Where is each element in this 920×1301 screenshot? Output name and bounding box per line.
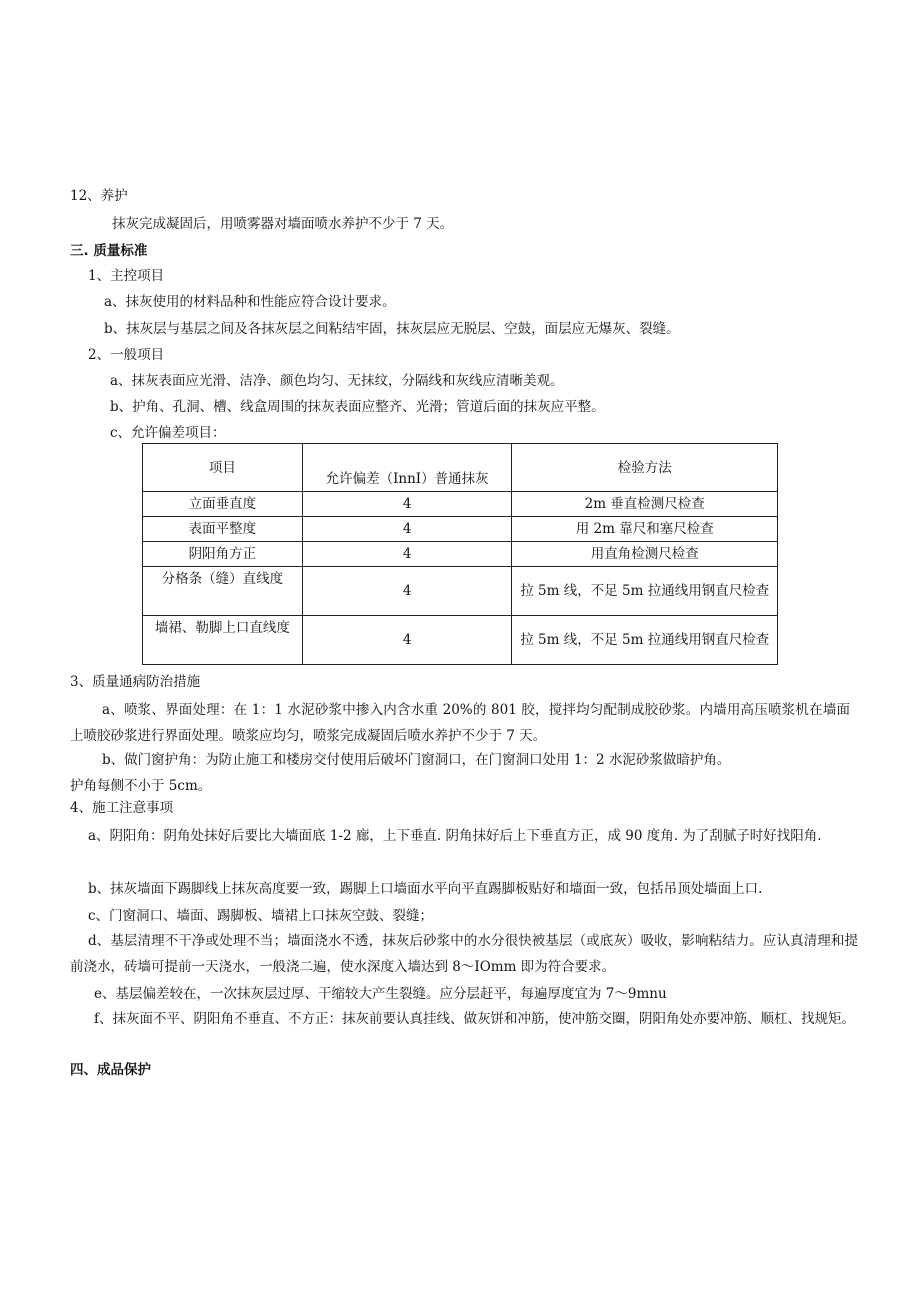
allowed-deviation-table bbox=[142, 443, 778, 665]
cell-item: 分格条（缝）直线度 bbox=[143, 567, 303, 616]
main-item-b: b、抹灰层与基层之间及各抹灰层之间粘结牢固，抹灰层应无脱层、空鼓，面层应无爆灰、裂缝。 bbox=[104, 321, 680, 337]
table-header-row bbox=[143, 444, 778, 492]
cell-deviation: 4 bbox=[302, 567, 512, 616]
note-item-a: a、阴阳角：阴角处抹好后要比大墙面底 1-2 廊，上下垂直. 阴角抹好后上下垂直方正，成 90 度角. 为了刮腻子时好找阳角. bbox=[88, 828, 822, 844]
general-item-b: b、护角、孔洞、槽、线盒周围的抹灰表面应整齐、光滑；管道后面的抹灰应平整。 bbox=[110, 399, 605, 415]
cell-item: 阴阳角方正 bbox=[143, 542, 303, 567]
table-row bbox=[143, 616, 778, 665]
cell-method: 拉 5m 线，不足 5m 拉通线用钢直尺检查 bbox=[512, 616, 778, 665]
note-item-b: b、抹灰墙面下踢脚线上抹灰高度要一致，踢脚上口墙面水平向平直踢脚板贴好和墙面一致，包括吊顶处墙面上口. bbox=[88, 881, 763, 897]
note-item-e: e、基层偏差较在，一次抹灰层过厚、干缩较大产生裂缝。应分层赶平，每遍厚度宜为 7～9mnu bbox=[94, 986, 667, 1002]
defect-item-b: b、做门窗护角：为防止施工和楼房交付使用后破坏门窗洞口，在门窗洞口处用 1：2 水泥砂浆做暗护角。 bbox=[102, 752, 731, 768]
cell-method: 用直角检测尺检查 bbox=[512, 542, 778, 567]
table-row bbox=[143, 492, 778, 517]
section-12-heading: 12、养护 bbox=[70, 188, 128, 204]
table-row bbox=[143, 517, 778, 542]
header-method: 检验方法 bbox=[512, 444, 778, 492]
cell-method: 2m 垂直检测尺检查 bbox=[512, 492, 778, 517]
main-items-heading: 1、主控项目 bbox=[88, 268, 165, 284]
main-item-a: a、抹灰使用的材料品种和性能应符合设计要求。 bbox=[104, 294, 396, 310]
note-item-f: f、抹灰面不平、阴阳角不垂直、不方正：抹灰前要认真挂线、做灰饼和冲筋，使冲筋交圈，阴阳角处亦要冲筋、顺杠、找规矩。 bbox=[94, 1011, 855, 1027]
note-item-c: c、门窗洞口、墙面、踢脚板、墙裙上口抹灰空鼓、裂缝； bbox=[88, 908, 434, 924]
general-item-a: a、抹灰表面应光滑、洁净、颜色均匀、无抹纹，分隔线和灰线应清晰美观。 bbox=[110, 373, 564, 389]
cell-deviation: 4 bbox=[302, 517, 512, 542]
defect-prevention-heading: 3、质量通病防治措施 bbox=[70, 674, 201, 690]
table-row bbox=[143, 567, 778, 616]
header-deviation: 允许偏差（InnI）普通抹灰 bbox=[302, 444, 512, 492]
header-item: 项目 bbox=[143, 444, 303, 492]
section-12-text: 抹灰完成凝固后，用喷雾器对墙面喷水养护不少于 7 天。 bbox=[112, 216, 454, 232]
general-items-heading: 2、一般项目 bbox=[88, 347, 165, 363]
quality-standard-heading: 三. 质量标准 bbox=[70, 243, 148, 259]
cell-item: 表面平整度 bbox=[143, 517, 303, 542]
cell-item: 立面垂直度 bbox=[143, 492, 303, 517]
product-protection-heading: 四、成品保护 bbox=[70, 1062, 151, 1078]
note-item-d: d、基层清理不干净或处理不当；墙面浇水不透，抹灰后砂浆中的水分很快被基层（或底灰）吸收，影响粘结力。应认真清理和提前浇水，砖墙可提前一天浇水，一般浇二遍，使水深度入墙达到 8～IOmm 即为符合要求。 bbox=[70, 933, 858, 975]
cell-deviation: 4 bbox=[302, 542, 512, 567]
cell-method: 用 2m 靠尺和塞尺检查 bbox=[512, 517, 778, 542]
cell-deviation: 4 bbox=[302, 492, 512, 517]
general-item-c: c、允许偏差项目： bbox=[110, 425, 226, 441]
defect-item-a: a、喷浆、界面处理：在 1：1 水泥砂浆中掺入内含水重 20%的 801 胶，搅拌均匀配制成胶砂浆。内墙用高压喷浆机在墙面上喷胶砂浆进行界面处理。喷浆应均匀，喷浆完成凝固后喷水养护不少于 7 天。 bbox=[70, 702, 850, 744]
table-row bbox=[143, 542, 778, 567]
cell-method: 拉 5m 线，不足 5m 拉通线用钢直尺检查 bbox=[512, 567, 778, 616]
defect-item-b-cont: 护角每侧不小于 5cm。 bbox=[70, 778, 212, 794]
construction-notes-heading: 4、施工注意事项 bbox=[70, 800, 174, 816]
cell-item: 墙裙、勒脚上口直线度 bbox=[143, 616, 303, 665]
cell-deviation: 4 bbox=[302, 616, 512, 665]
